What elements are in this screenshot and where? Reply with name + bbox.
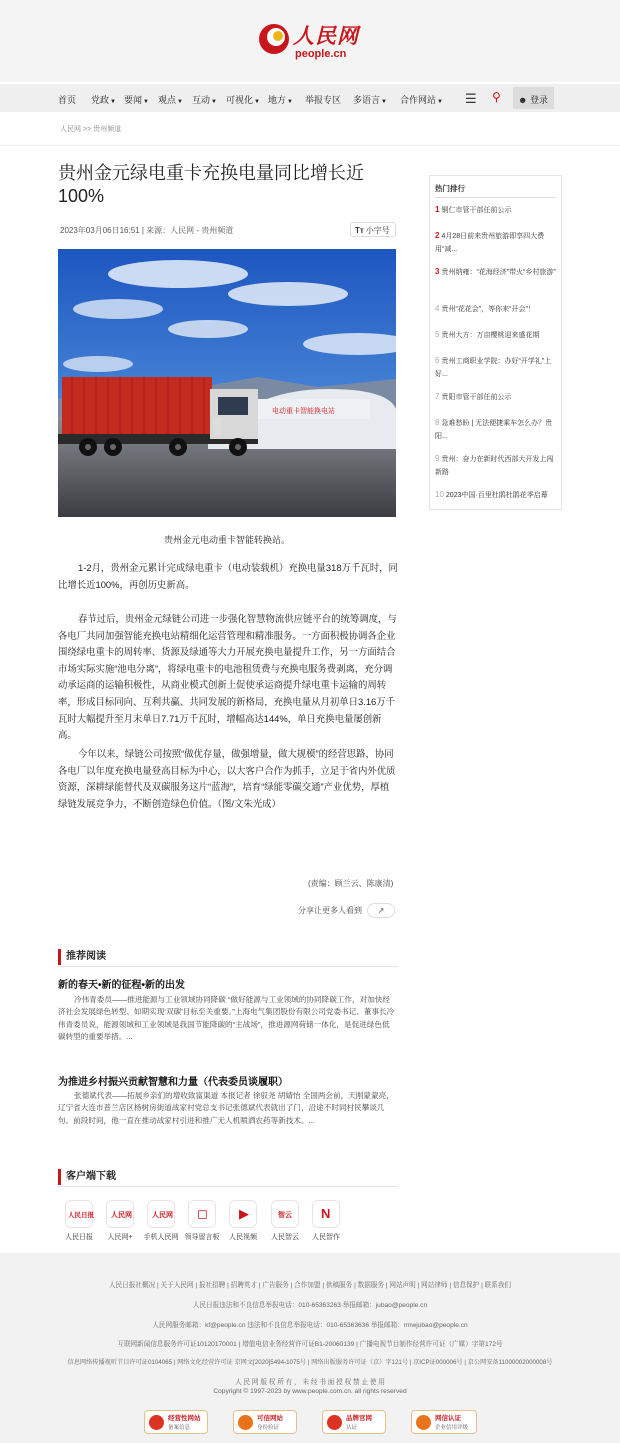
check-icon [238, 1415, 253, 1430]
article-paragraph: 1-2月，贵州金元累计完成绿电重卡（电动装载机）充换电量318万千瓦时，同比增长近100%，再创历史新高。 [58, 562, 398, 590]
nav-item-news[interactable]: 要闻▼ [124, 95, 149, 105]
shield-icon [149, 1415, 164, 1430]
font-size-icon: Tт [355, 226, 364, 235]
hot-item[interactable]: 9 贵州：奋力在新时代西部大开发上闯新路 [435, 454, 554, 476]
hot-item[interactable]: 3 贵州纳雍：“花海经济”带火“乡村旅游” [435, 267, 556, 276]
divider [58, 1186, 398, 1187]
badge-record[interactable]: 经营性网站 备案信息 [144, 1410, 208, 1434]
nav-item-home[interactable]: 首页 [58, 95, 77, 105]
footer-line: 信息网络传播视听节目许可证0104065 | 网络文化经营许可证 京网文[2020]5494-1075号 | 网络出版服务许可证（京）字121号 | 京ICP证000006号 | 京公网安备11000002000008号 [67, 1359, 553, 1366]
article-paragraph: 今年以来，绿链公司按照“做优存量，做强增量，做大规模”的经营思路，协同各电厂以年度充换电量登高目标为中心，以大客户合作为抓手，立足于省内外优质资源，深耕绿能替代及双碳服务这片“蓝海”，培育“绿能零碳交通”产业优势，厚植绿链发展竞争力，不断创造绿色价值。（图/文朱光成） [58, 748, 396, 809]
hot-item[interactable]: 10 2023中国·百里杜鹃杜鹃花季启幕 [435, 490, 548, 499]
share-prompt: 分享让更多人看到 [298, 906, 362, 915]
people-daily-app-icon: 人民日报 [65, 1200, 93, 1228]
hot-item[interactable]: 6 贵州工商职业学院：办好“开学礼”上好... [435, 356, 552, 378]
app-people-cloud[interactable]: 智云 人民智云 [265, 1200, 305, 1242]
chevron-down-icon: ▼ [287, 99, 293, 105]
menu-icon[interactable]: ☰ [465, 91, 477, 106]
divider [0, 145, 620, 146]
breadcrumb[interactable]: 人民网 >> 贵州频道 [60, 126, 122, 133]
user-icon: ☻ [518, 95, 528, 105]
nav-item-report[interactable]: 举报专区 [305, 95, 342, 105]
footer-line: 人民日报违法和不良信息举报电话：010-65363263 举报邮箱：jubao@people.cn [192, 1302, 428, 1309]
divider [58, 966, 398, 967]
login-button[interactable]: ☻ 登录 [513, 87, 554, 109]
search-icon[interactable]: ⚲ [492, 90, 501, 104]
chevron-down-icon: ▼ [110, 99, 116, 105]
footer-links[interactable]: 人民日报社概况 | 关于人民网 | 报社招聘 | 招聘英才 | 广告服务 | 合作加盟 | 供稿服务 | 数据服务 | 网站声明 | 网站律师 | 信息保护 | 联系我们 [108, 1282, 512, 1289]
share-button[interactable] [367, 903, 395, 918]
chevron-down-icon: ▼ [254, 99, 260, 105]
logo-emblem-icon [257, 22, 291, 56]
photo-banner-text: 电动重卡智能换电站 [272, 407, 335, 415]
app-people-daily[interactable]: 人民日报 人民日报 [59, 1200, 99, 1242]
badge-trusted[interactable]: 可信网站 身份验证 [233, 1410, 297, 1434]
hot-item[interactable]: 8 急难愁盼 | 无法便捷乘车怎么办？贵阳... [435, 418, 553, 440]
photo-caption: 贵州金元电动重卡智能转换站。 [163, 535, 290, 545]
chevron-down-icon: ▼ [143, 99, 149, 105]
play-icon: ▶ [229, 1200, 257, 1228]
recommend-item-summary: 张德斌代表——拓展乡亲们的增收致富渠道 本报记者 徐驭尧 胡婧怡 全国两会前，天刚蒙蒙亮，辽宁省大连市普兰店区杨树房街道战家村党总支书记张德斌代表就出了门，沿途不时同村民攀谈几句。前段时间，他一直在推动战家村引进和推广无人机喷洒农药等新技术。... [58, 1091, 394, 1125]
hot-ranking-title: 热门排行 [435, 184, 465, 193]
article-title: 贵州金元绿电重卡充换电量同比增长近100% [58, 163, 364, 206]
certificate-icon [416, 1415, 431, 1430]
app-leader-board[interactable]: ◻ 领导留言板 [182, 1200, 222, 1242]
divider [435, 197, 556, 198]
nav-item-opinion[interactable]: 观点▼ [158, 95, 183, 105]
logo-cn-text: 人民网 [293, 23, 359, 48]
leader-board-app-icon: ◻ [188, 1200, 216, 1228]
article-photo [58, 249, 396, 517]
font-size-toggle[interactable]: Tт 小字号 [350, 222, 396, 237]
hot-item[interactable]: 2 4月28日前来贵州旅游即享四大费用“减... [435, 231, 545, 253]
nav-item-visual[interactable]: 可视化▼ [226, 95, 260, 105]
badge-brand[interactable]: 品牌官网 认证 [322, 1410, 386, 1434]
main-nav [0, 84, 620, 112]
nav-item-interact[interactable]: 互动▼ [192, 95, 217, 105]
recommend-item-summary: 冷伟青委员——推进能源与工业领域协同降碳 “做好能源与工业领域的协同降碳工作，对加快经济社会发展绿色转型、如期实现‘双碳’目标至关重要。”上海电气集团股份有限公司党委书记、董事长冷伟青委员说，能源领域和工业领域是我国节能降碳的“主战场”，推进源网荷储一体化，是促进绿色低碳转型的重要举措。... [58, 995, 395, 1041]
chevron-down-icon: ▼ [211, 99, 217, 105]
footer-copyright: Copyright © 1997-2023 by www.people.com.cn. all rights reserved [213, 1388, 407, 1395]
charging-station-photo [58, 249, 396, 517]
people-plus-app-icon: 人民网 [106, 1200, 134, 1228]
nav-item-local[interactable]: 地方▼ [268, 95, 293, 105]
recommend-item-title[interactable]: 新的春天•新的征程•新的出发 [58, 980, 186, 991]
brand-icon [327, 1415, 342, 1430]
footer-line: 人 民 网 版 权 所 有 ， 未 经 书 面 授 权 禁 止 使 用 [235, 1379, 385, 1386]
site-logo[interactable] [257, 18, 367, 64]
chevron-down-icon: ▼ [437, 99, 443, 105]
chevron-down-icon: ▼ [381, 99, 387, 105]
nav-item-party[interactable]: 党政▼ [91, 95, 116, 105]
recommend-item-title[interactable]: 为推进乡村振兴贡献智慧和力量（代表委员谈履职） [58, 1077, 288, 1088]
app-people-create[interactable]: N 人民智作 [306, 1200, 346, 1242]
people-create-app-icon: N [312, 1200, 340, 1228]
chevron-down-icon: ▼ [177, 99, 183, 105]
hot-item[interactable]: 1 铜仁市管干部任前公示 [435, 205, 512, 214]
footer-line: 互联网新闻信息服务许可证10120170001 | 增值电信业务经营许可证B1-20060139 | 广播电视节目制作经营许可证（广媒）字第172号 [117, 1341, 503, 1348]
app-people-plus[interactable]: 人民网 人民网+ [100, 1200, 140, 1242]
app-people-video[interactable]: ▶ 人民视频 [223, 1200, 263, 1242]
hot-item[interactable]: 5 贵州大方：万亩樱桃迎来盛花期 [435, 330, 540, 339]
nav-item-partners[interactable]: 合作网站▼ [400, 95, 443, 105]
app-mobile-people[interactable]: 人民网 手机人民网 [141, 1200, 181, 1242]
article-meta: 2023年03月06日16:51 | 来源：人民网 - 贵州频道 [60, 226, 234, 235]
recommend-heading: 推荐阅读 [58, 949, 398, 965]
hot-ranking-panel [429, 175, 562, 510]
badge-cyber[interactable]: 网信认证 企业信用评级 [411, 1410, 477, 1434]
article-editor: (责编：顾兰云、陈康清) [308, 879, 394, 888]
hot-item[interactable]: 4 贵州“花花会”，等你来“开会”！ [435, 304, 535, 313]
share-icon: ↗ [377, 906, 385, 915]
hot-item[interactable]: 7 贵阳市管干部任前公示 [435, 392, 512, 401]
article-paragraph: 春节过后，贵州金元绿链公司进一步强化智慧物流供应链平台的统筹调度，与各电厂共同加强智能充换电站精细化运营管理和精准服务。一方面积极协调各企业围绕绿电重卡的周转率、货源及绿通等大力开展充换电量提升工作，另一方面结合市场实际实施“池电分离”，将绿电重卡的电池租赁费与充换电服务费剥离，充分调动承运商的运输积极性，从商业模式创新上促使承运商提升绿电重卡运输的周转率，形成目标同向、互利共赢、共同发展的新格局，充换电量从月初单日3.16万千瓦时大幅提升至月末单日7.71万千瓦时，增幅高达144%，单日充换电量屡创新高。 [58, 613, 397, 741]
apps-heading: 客户端下载 [58, 1169, 398, 1185]
site-header [0, 0, 620, 82]
logo-en-text: people.cn [295, 48, 347, 60]
nav-item-languages[interactable]: 多语言▼ [353, 95, 387, 105]
people-cloud-app-icon: 智云 [271, 1200, 299, 1228]
footer-line: 人民网服务邮箱：kf@people.cn 违法和不良信息举报电话：010-65363636 举报邮箱：rmwjubao@people.cn [152, 1322, 468, 1329]
mobile-people-app-icon: 人民网 [147, 1200, 175, 1228]
